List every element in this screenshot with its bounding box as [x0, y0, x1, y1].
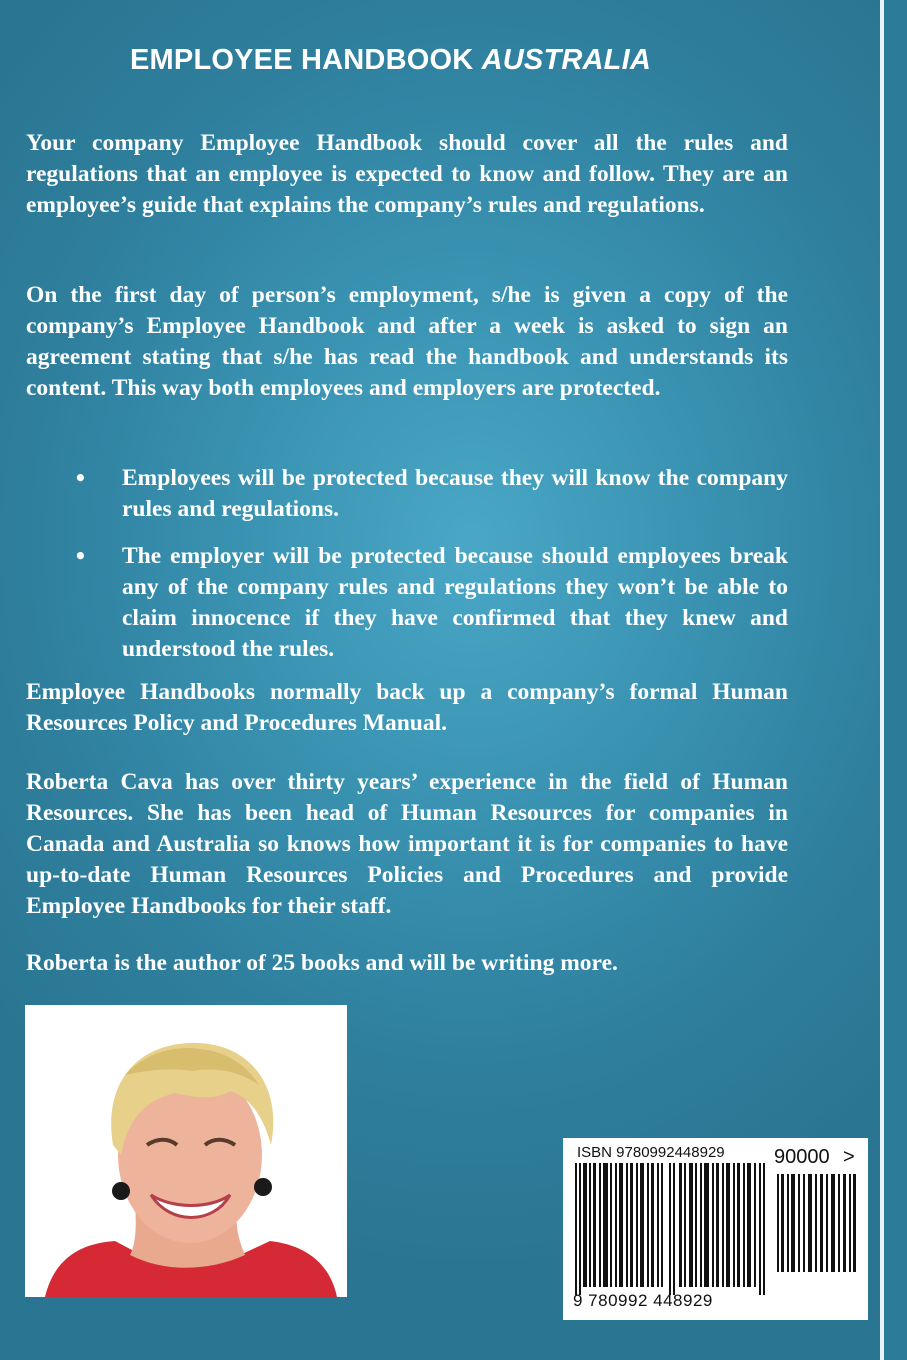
- first-day-paragraph: On the first day of person’s employment, s/he is given a copy of the company’s Employee Handbook and after a week is asked to sign an agreement stating that s/he has read the handbook and understands its content. This way both employees and employers are protected.: [26, 282, 788, 401]
- protection-bullet-list: [26, 463, 788, 681]
- title-main: EMPLOYEE HANDBOOK: [130, 44, 482, 76]
- price-barcode-bars-icon: [775, 1174, 858, 1272]
- intro-paragraph: Your company Employee Handbook should cover all the rules and regulations that an employee is expected to know and follow. They are an employee’s guide that explains the company’s rules and regulations.: [26, 130, 788, 218]
- title-italic: AUSTRALIA: [481, 44, 651, 76]
- author-photo: [25, 1005, 347, 1297]
- bullet-text: Employees will be protected because they will know the company rules and regulations.: [122, 465, 788, 522]
- barcode-digits: 9 780992 448929: [573, 1291, 713, 1310]
- bullet-item: [26, 463, 788, 525]
- price-arrow-icon: >: [843, 1146, 855, 1168]
- bullet-icon: •: [74, 466, 87, 490]
- isbn-label: ISBN 9780992448929: [577, 1144, 725, 1161]
- author-bio-paragraph: Roberta Cava has over thirty years’ experience in the field of Human Resources. She has been head of Human Resources for companies in Canada and Australia so knows how important it is for companies to have up-to-date Human Resources Policies and Procedures and provide Employee Handbooks for their staff.: [26, 769, 788, 919]
- barcode-bars-icon: [573, 1163, 773, 1295]
- spine-strip: [884, 0, 907, 1360]
- author-books-paragraph: Roberta is the author of 25 books and will be writing more.: [26, 950, 618, 976]
- price-code: 90000: [774, 1146, 830, 1168]
- isbn-barcode: [563, 1138, 868, 1320]
- bullet-icon: •: [74, 544, 87, 568]
- handbook-backup-paragraph: Employee Handbooks normally back up a company’s formal Human Resources Policy and Procedures Manual.: [26, 679, 788, 736]
- page-title: [130, 44, 651, 77]
- bullet-item: [26, 541, 788, 665]
- bullet-text: The employer will be protected because should employees break any of the company rules and regulations they won’t be able to claim innocence if they have confirmed that they knew and understood the rules.: [122, 543, 788, 662]
- author-portrait-icon: [25, 1005, 347, 1297]
